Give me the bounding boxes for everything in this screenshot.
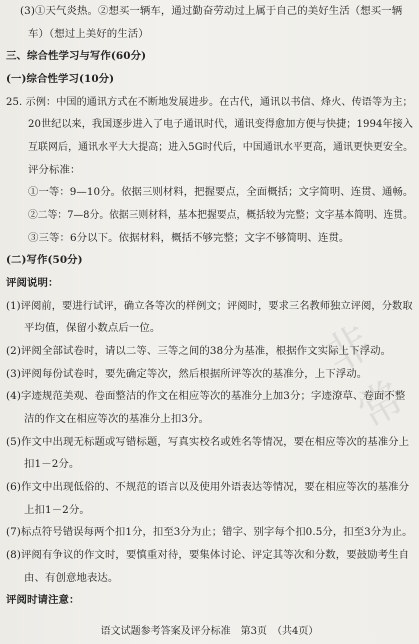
text-line: 20世纪以来，我国逐步进入了电子通讯时代，通讯变得愈加方便与快捷；1994年接入 (28, 118, 414, 131)
text-line: ①一等：9—10分。依据三则材料，把握要点，全面概括；文字简明、连贯、通畅。 (28, 186, 414, 199)
text-line: (6)作文中出现低俗的、不规范的语言以及使用外语表达等情况，要在相应等次的基准分 (6, 481, 410, 493)
text-line: 扣1－2分。 (24, 458, 80, 471)
section-heading: 三、综合性学习与写作(60分) (6, 50, 147, 63)
text-line: 车）（想过上美好的生活） (28, 27, 149, 40)
text-line: 洁的作文在相应等次的基准分上扣3分。 (24, 413, 210, 425)
text-line: (7)标点符号错误每两个扣1分，扣至3分为止；错字、别字每个扣0.5分，扣至3分为止。 (6, 526, 413, 539)
text-line: 评阅说明： (6, 277, 59, 289)
text-line: 评分标准： (28, 163, 81, 176)
text-line: 上扣1－2分。 (24, 503, 90, 516)
text-line: (5)作文中出现无标题或写错标题，写真实校名或姓名等情况，要在相应等次的基准分上 (6, 435, 410, 448)
text-line: 由、有创意地表达。 (24, 571, 119, 584)
text-line: (8)评阅有争议的作文时，要慎重对待，要集体讨论、评定其等次和分数，要鼓励考生自 (6, 549, 410, 561)
subsection-heading: (二)写作(50分) (6, 254, 83, 267)
watermark: 非常 (316, 316, 413, 438)
text-line: 平均值，保留小数点后一位。 (24, 322, 161, 335)
text-line: (2)评阅全部试卷时，请以二等、三等之间的38分为基准，根据作文实际上下浮动。 (6, 345, 392, 357)
text-line: 25. 示例：中国的通讯方式在不断地发展进步。在古代，通讯以书信、烽火、传语等为主； (6, 95, 413, 108)
text-line: 评阅时请注意： (6, 594, 80, 607)
text-line: (3)评阅每份试卷时，要先确定等次，然后根据所评等次的基准分，上下浮动。 (6, 367, 368, 380)
text-line: ③三等：6分以下。依据材料，概括不够完整；文字不够简明、连贯。 (28, 231, 350, 244)
text-line: (4)字迹规范美观、卷面整洁的作文在相应等次的基准分上加3分；字迹潦草、卷面不整 (6, 390, 406, 403)
text-line: ②二等：7—8分。依据三则材料，基本把握要点，概括较为完整；文字基本简明、连贯。 (28, 209, 413, 221)
page-footer: 语文试题参考答案及评分标准 第3页 （共4页） (100, 626, 319, 637)
text-line: (3)①天气炎热。②想买一辆车，通过勤奋劳动过上属于自己的美好生活（想买一辆 (20, 5, 403, 17)
subsection-heading: (一)综合性学习(10分) (6, 73, 115, 85)
text-line: 互联网后，通讯水平大大提高；进入5G时代后，中国通讯水平更高，通讯更快更安全。 (28, 141, 414, 153)
text-line: (1)评阅前，要进行试评，确立各等次的样例文；评阅时，要求三名教师独立评阅，分数取 (6, 299, 413, 312)
